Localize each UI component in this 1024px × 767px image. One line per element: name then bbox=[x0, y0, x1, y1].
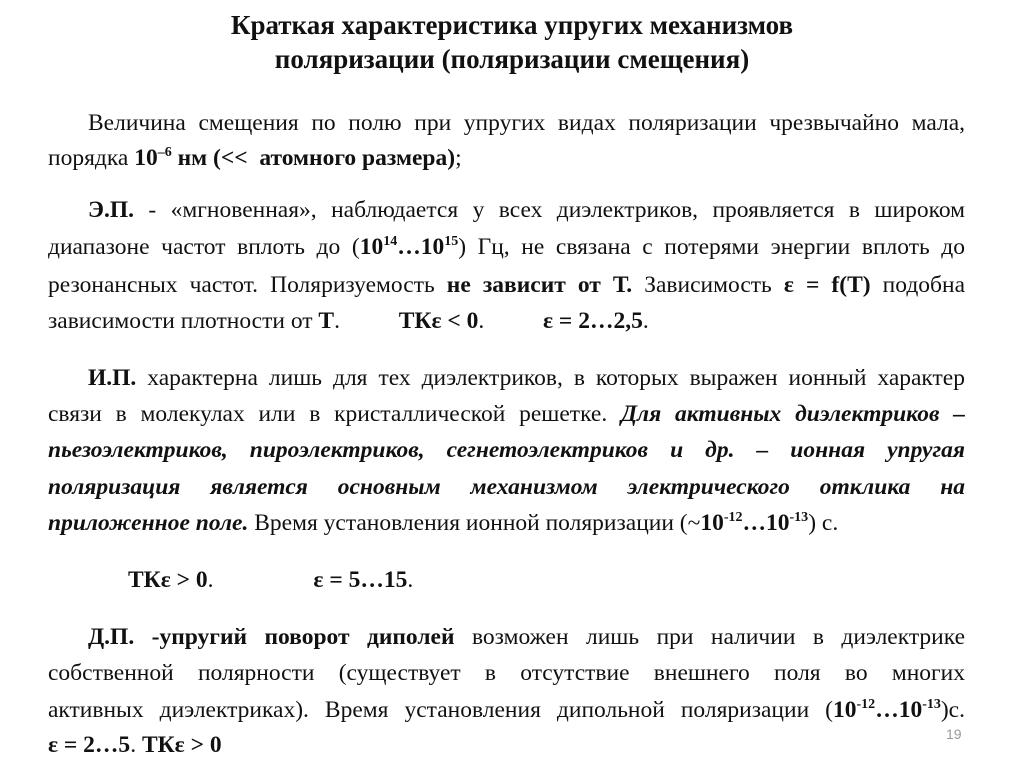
page-number: 19 bbox=[946, 726, 962, 742]
text-segment: ТКε > 0 bbox=[141, 732, 222, 758]
text-segment: не зависит от Т. bbox=[446, 272, 633, 298]
text-line bbox=[48, 399, 965, 429]
text-segment: резонансных частот. Поляризуемость bbox=[48, 272, 447, 298]
text-segment: связи в молекулах или в кристаллической решетке. bbox=[48, 401, 621, 427]
text-line bbox=[48, 730, 965, 760]
text-line bbox=[48, 306, 965, 336]
text-line bbox=[88, 108, 965, 138]
text-segment: . bbox=[642, 308, 649, 334]
text-segment: 10 bbox=[134, 145, 158, 171]
text-line bbox=[48, 232, 965, 262]
superscript-text: -13 bbox=[789, 510, 809, 525]
superscript-text: -13 bbox=[922, 697, 941, 712]
text-segment: ТКε < 0 bbox=[398, 308, 479, 334]
text-segment: диапазоне частот вплоть до ( bbox=[48, 234, 360, 260]
text-segment: 10 bbox=[833, 697, 857, 723]
text-line bbox=[48, 695, 965, 725]
text-segment: ε = f(T) bbox=[783, 272, 871, 298]
text-segment: ε = 2…2,5 bbox=[543, 308, 643, 334]
text-segment: ; bbox=[455, 145, 462, 171]
text-line bbox=[48, 143, 965, 173]
text-segment: поляризация является основным механизмом электрического отклика на bbox=[48, 474, 965, 500]
text-segment: порядка bbox=[48, 145, 135, 171]
superscript-text: 14 bbox=[383, 234, 398, 249]
text-segment: Т bbox=[318, 308, 335, 334]
text-line bbox=[88, 195, 965, 225]
text-segment: Зависимость bbox=[632, 272, 784, 298]
text-segment: Величина смещения по полю при упругих видах поляризации чрезвычайно мала, bbox=[88, 110, 965, 136]
text-segment: подобна bbox=[870, 272, 965, 298]
text-segment: ε = 5…15 bbox=[313, 567, 408, 593]
text-segment: Время установления ионной поляризации (~ bbox=[248, 510, 701, 536]
text-segment: )с. bbox=[940, 697, 965, 723]
text-segment: ) Гц, не связана с потерями энергии вплоть до bbox=[458, 234, 965, 260]
slide-title-line-2: поляризации (поляризации смещения) bbox=[274, 44, 750, 74]
text-segment: собственной полярности (существует в отсутствие внешнего поля во многих bbox=[48, 660, 965, 686]
text-line bbox=[48, 270, 965, 300]
text-segment: . bbox=[207, 567, 314, 593]
text-segment: активных диэлектриках). Время установления дипольной поляризации ( bbox=[48, 697, 834, 723]
text-segment: пьезоэлектриков, пироэлектриков, сегнетоэлектриков и др. – ионная упругая bbox=[48, 437, 965, 463]
text-segment: . bbox=[478, 308, 544, 334]
slide-title-line-1: Краткая характеристика упругих механизмов bbox=[230, 10, 794, 40]
text-segment: …10 bbox=[742, 510, 790, 536]
text-segment: возможен лишь при наличии в диэлектрике bbox=[454, 624, 965, 650]
superscript-text: -12 bbox=[723, 510, 743, 525]
text-line bbox=[88, 622, 965, 652]
text-segment: Д.П. -упругий поворот диполей bbox=[88, 624, 455, 650]
superscript-text: –6 bbox=[157, 145, 172, 160]
text-segment: . bbox=[407, 567, 414, 593]
text-segment: ТКε > 0 bbox=[128, 567, 208, 593]
text-segment: . bbox=[334, 308, 399, 334]
text-line bbox=[128, 565, 965, 595]
text-line bbox=[48, 435, 965, 465]
text-segment: характерна лишь для тех диэлектриков, в которых выражен ионный характер bbox=[136, 365, 965, 391]
text-segment: …10 bbox=[875, 697, 923, 723]
text-line bbox=[48, 658, 965, 688]
text-segment: …10 bbox=[397, 234, 445, 260]
text-segment: нм (<< атомного размера) bbox=[171, 145, 456, 171]
text-segment: . bbox=[130, 732, 142, 758]
text-segment: Э.П. bbox=[88, 197, 134, 223]
text-segment: Для активных диэлектриков – bbox=[621, 401, 965, 427]
text-segment: И.П. bbox=[88, 365, 137, 391]
superscript-text: 15 bbox=[444, 234, 459, 249]
text-line bbox=[88, 363, 965, 393]
text-segment: ) с. bbox=[808, 510, 839, 536]
superscript-text: -12 bbox=[856, 697, 876, 712]
text-line bbox=[48, 472, 965, 502]
text-segment: 10 bbox=[359, 234, 384, 260]
text-segment: 10 bbox=[700, 510, 724, 536]
text-segment: приложенное поле. bbox=[48, 510, 249, 536]
text-segment: зависимости плотности от bbox=[48, 308, 319, 334]
text-segment: ε = 2…5 bbox=[48, 732, 131, 758]
text-line bbox=[48, 508, 965, 538]
text-segment: - «мгновенная», наблюдается у всех диэлектриков, проявляется в широком bbox=[133, 197, 965, 223]
